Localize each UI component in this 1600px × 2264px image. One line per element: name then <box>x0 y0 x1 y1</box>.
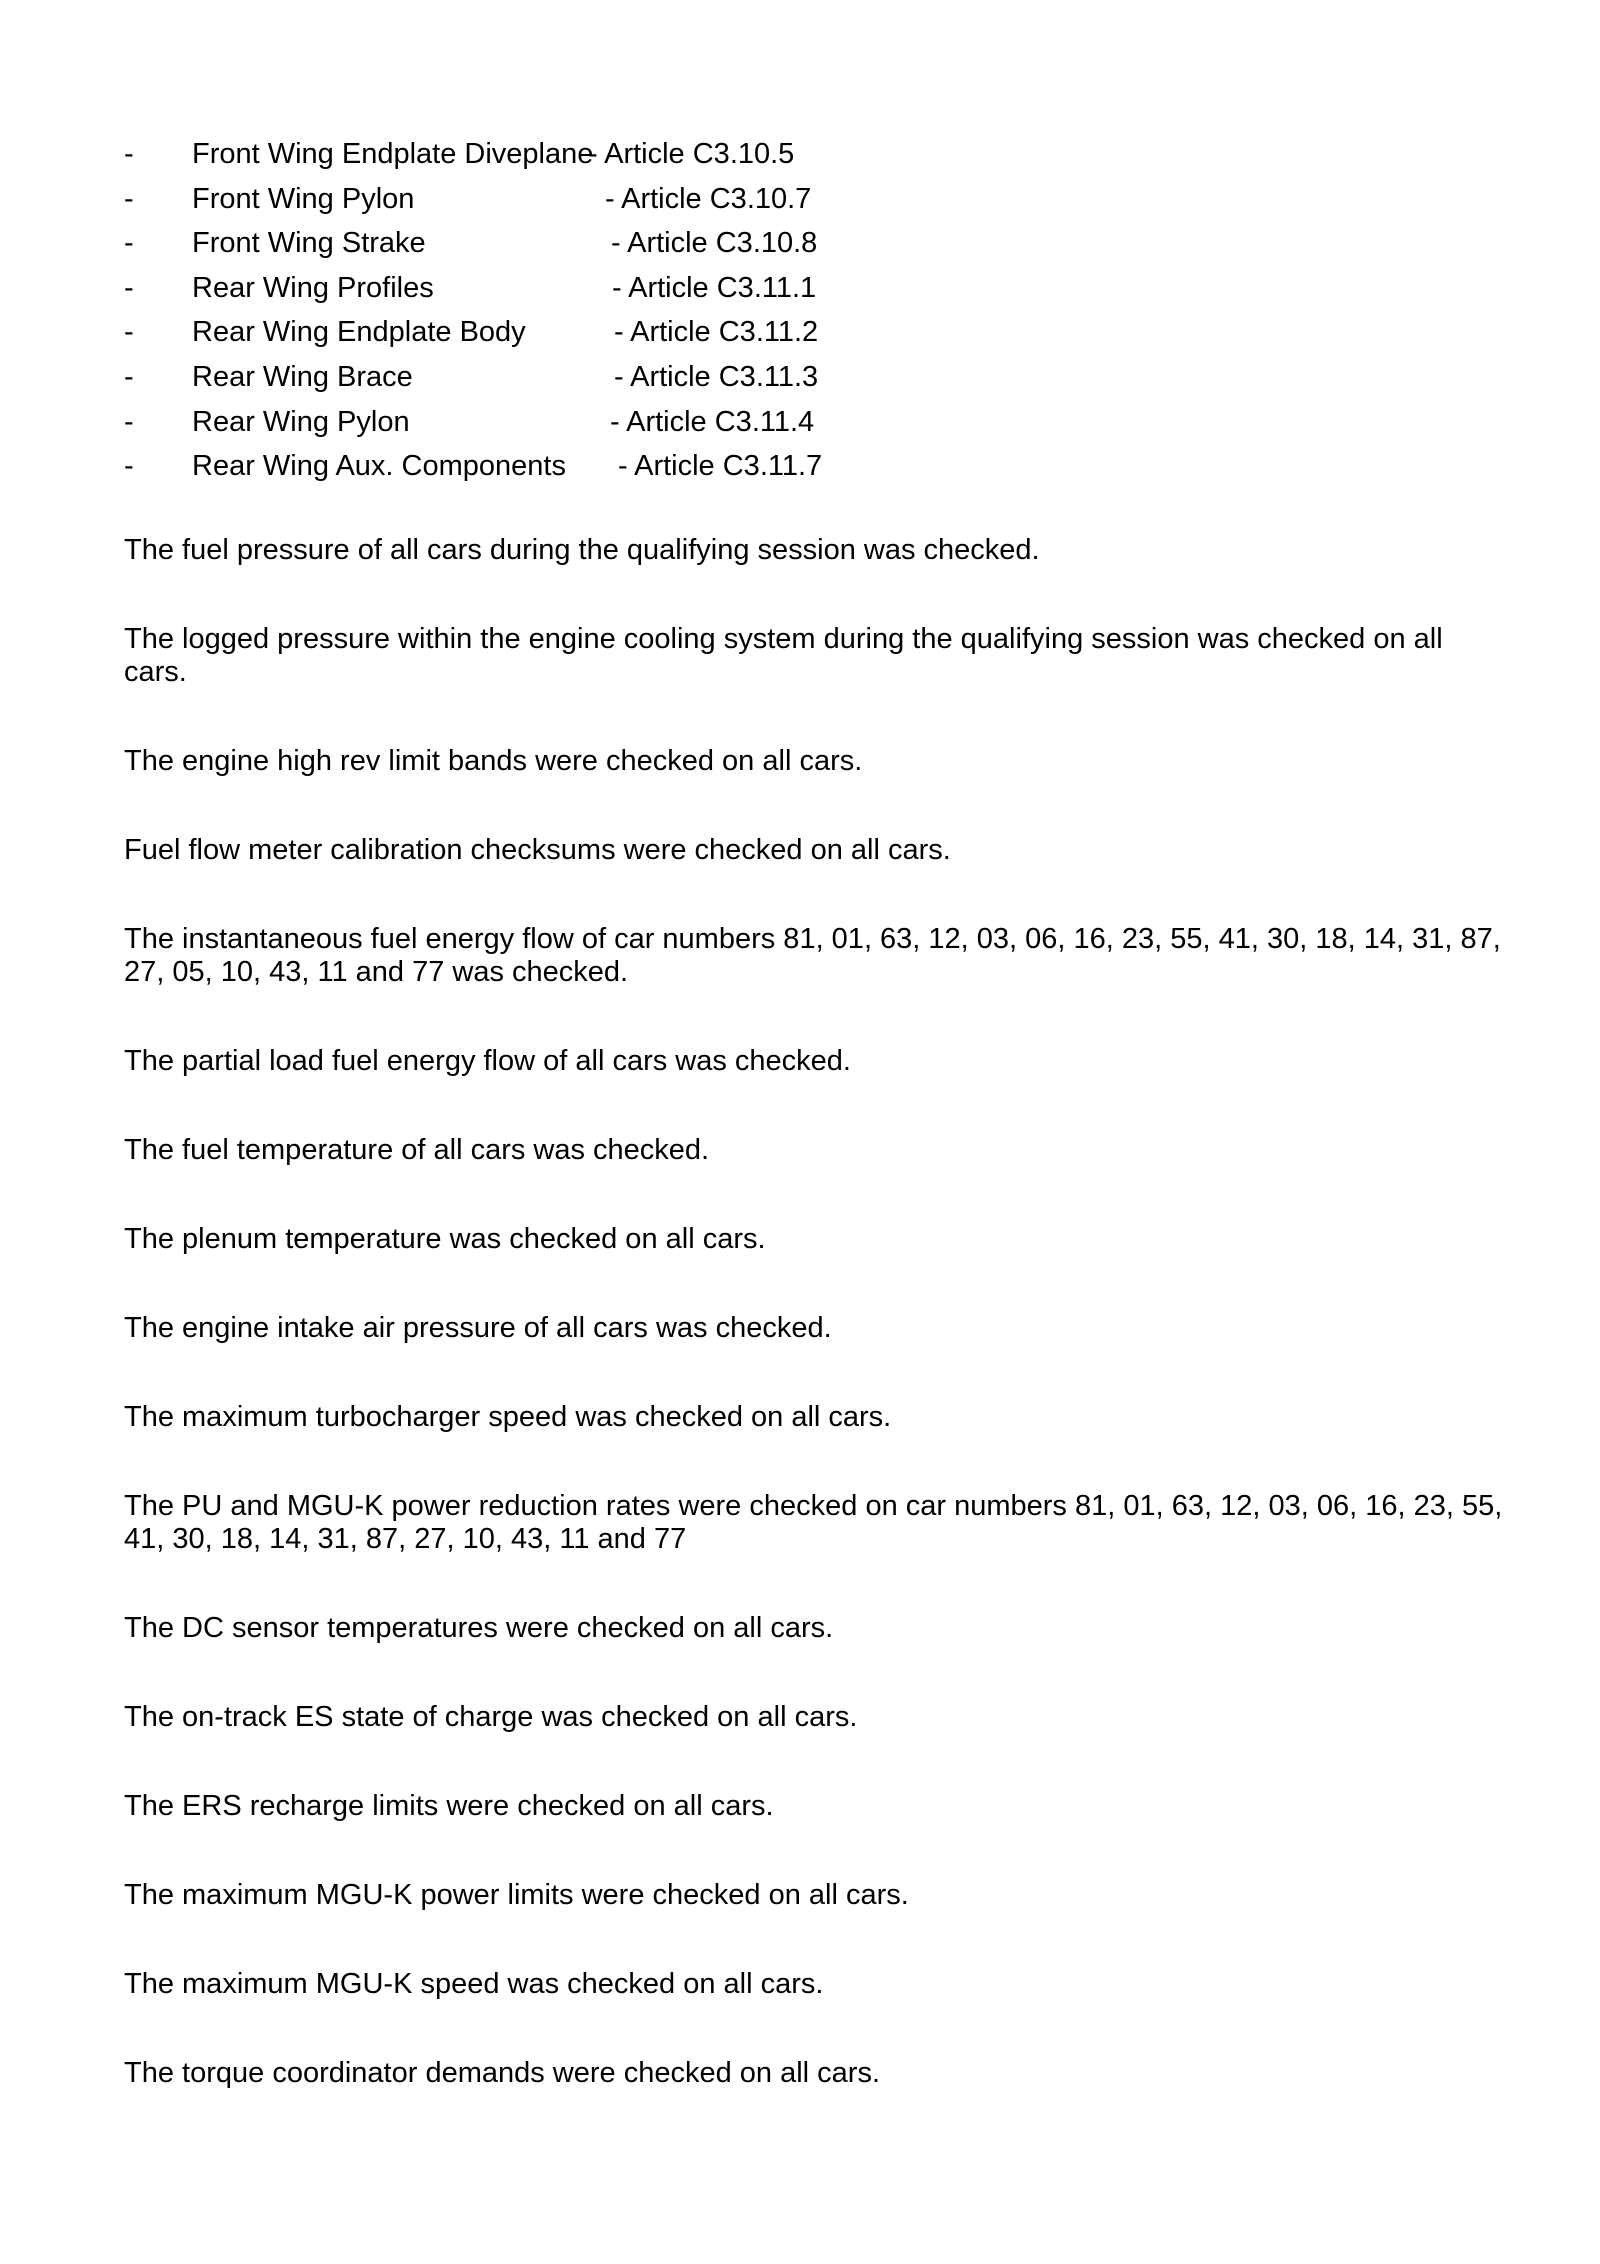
article-reference: - Article C3.10.8 <box>611 227 818 260</box>
bullet-dash: - <box>124 182 134 215</box>
article-list <box>124 137 1504 494</box>
paragraph-cooling-pressure: The logged pressure within the engine cooling system during the qualifying session was checked on all cars. <box>124 622 1443 688</box>
paragraph-plenum-temperature: The plenum temperature was checked on all cars. <box>124 1222 766 1255</box>
component-name: Front Wing Endplate Diveplane <box>192 138 594 170</box>
paragraph-torque-coordinator: The torque coordinator demands were checked on all cars. <box>124 2056 881 2089</box>
paragraph-power-reduction-rates: The PU and MGU-K power reduction rates were checked on car numbers 81, 01, 63, 12, 03, 06, 16, 23, 55, 41, 30, 18, 14, 31, 87, 27, 10, 43, 11 and 77 <box>124 1489 1503 1555</box>
article-reference: - Article C3.10.5 <box>588 138 795 170</box>
paragraph-partial-load-fuel-flow: The partial load fuel energy flow of all cars was checked. <box>124 1044 851 1077</box>
checks-section <box>124 534 1504 2090</box>
paragraph-turbocharger-speed: The maximum turbocharger speed was checked on all cars. <box>124 1400 892 1433</box>
paragraph-fuel-temperature: The fuel temperature of all cars was checked. <box>124 1133 710 1166</box>
bullet-dash: - <box>124 271 134 304</box>
article-reference: - Article C3.11.7 <box>618 450 823 483</box>
paragraph-fuel-flow-meter: Fuel flow meter calibration checksums were checked on all cars. <box>124 833 951 866</box>
list-item <box>124 226 1504 271</box>
component-name: Front Wing Strake <box>192 227 426 260</box>
paragraph-dc-sensor-temperatures: The DC sensor temperatures were checked on all cars. <box>124 1611 834 1644</box>
list-item <box>124 271 1504 316</box>
article-reference: - Article C3.11.3 <box>614 360 819 393</box>
component-name: Front Wing Pylon <box>192 182 415 215</box>
list-item <box>124 182 1504 227</box>
document-content <box>124 137 1504 2146</box>
component-name: Rear Wing Brace <box>192 360 413 393</box>
list-item <box>124 315 1504 360</box>
paragraph-ers-recharge-limits: The ERS recharge limits were checked on all cars. <box>124 1789 774 1822</box>
list-item <box>124 449 1504 494</box>
bullet-dash: - <box>124 450 134 483</box>
list-item <box>124 405 1504 450</box>
paragraph-mguk-power-limits: The maximum MGU-K power limits were checked on all cars. <box>124 1878 909 1911</box>
paragraph-rev-limit: The engine high rev limit bands were checked on all cars. <box>124 744 863 777</box>
article-reference: - Article C3.11.4 <box>610 405 815 438</box>
component-name: Rear Wing Aux. Components <box>192 450 566 483</box>
component-name: Rear Wing Endplate Body <box>192 316 526 349</box>
list-item <box>124 360 1504 405</box>
bullet-dash: - <box>124 138 134 170</box>
list-item <box>124 137 1504 182</box>
paragraph-es-state-of-charge: The on-track ES state of charge was checked on all cars. <box>124 1700 858 1733</box>
paragraph-fuel-pressure: The fuel pressure of all cars during the qualifying session was checked. <box>124 533 1040 566</box>
component-name: Rear Wing Pylon <box>192 405 410 438</box>
bullet-dash: - <box>124 227 134 260</box>
bullet-dash: - <box>124 405 134 438</box>
article-reference: - Article C3.10.7 <box>605 182 812 215</box>
article-reference: - Article C3.11.2 <box>614 316 819 349</box>
bullet-dash: - <box>124 316 134 349</box>
bullet-dash: - <box>124 360 134 393</box>
paragraph-intake-air-pressure: The engine intake air pressure of all cars was checked. <box>124 1311 832 1344</box>
component-name: Rear Wing Profiles <box>192 271 434 304</box>
paragraph-instantaneous-fuel-flow: The instantaneous fuel energy flow of car numbers 81, 01, 63, 12, 03, 06, 16, 23, 55, 41, 30, 18, 14, 31, 87, 27, 05, 10, 43, 11 and 77 was checked. <box>124 922 1501 988</box>
paragraph-mguk-speed: The maximum MGU-K speed was checked on all cars. <box>124 1967 824 2000</box>
article-reference: - Article C3.11.1 <box>612 271 817 304</box>
